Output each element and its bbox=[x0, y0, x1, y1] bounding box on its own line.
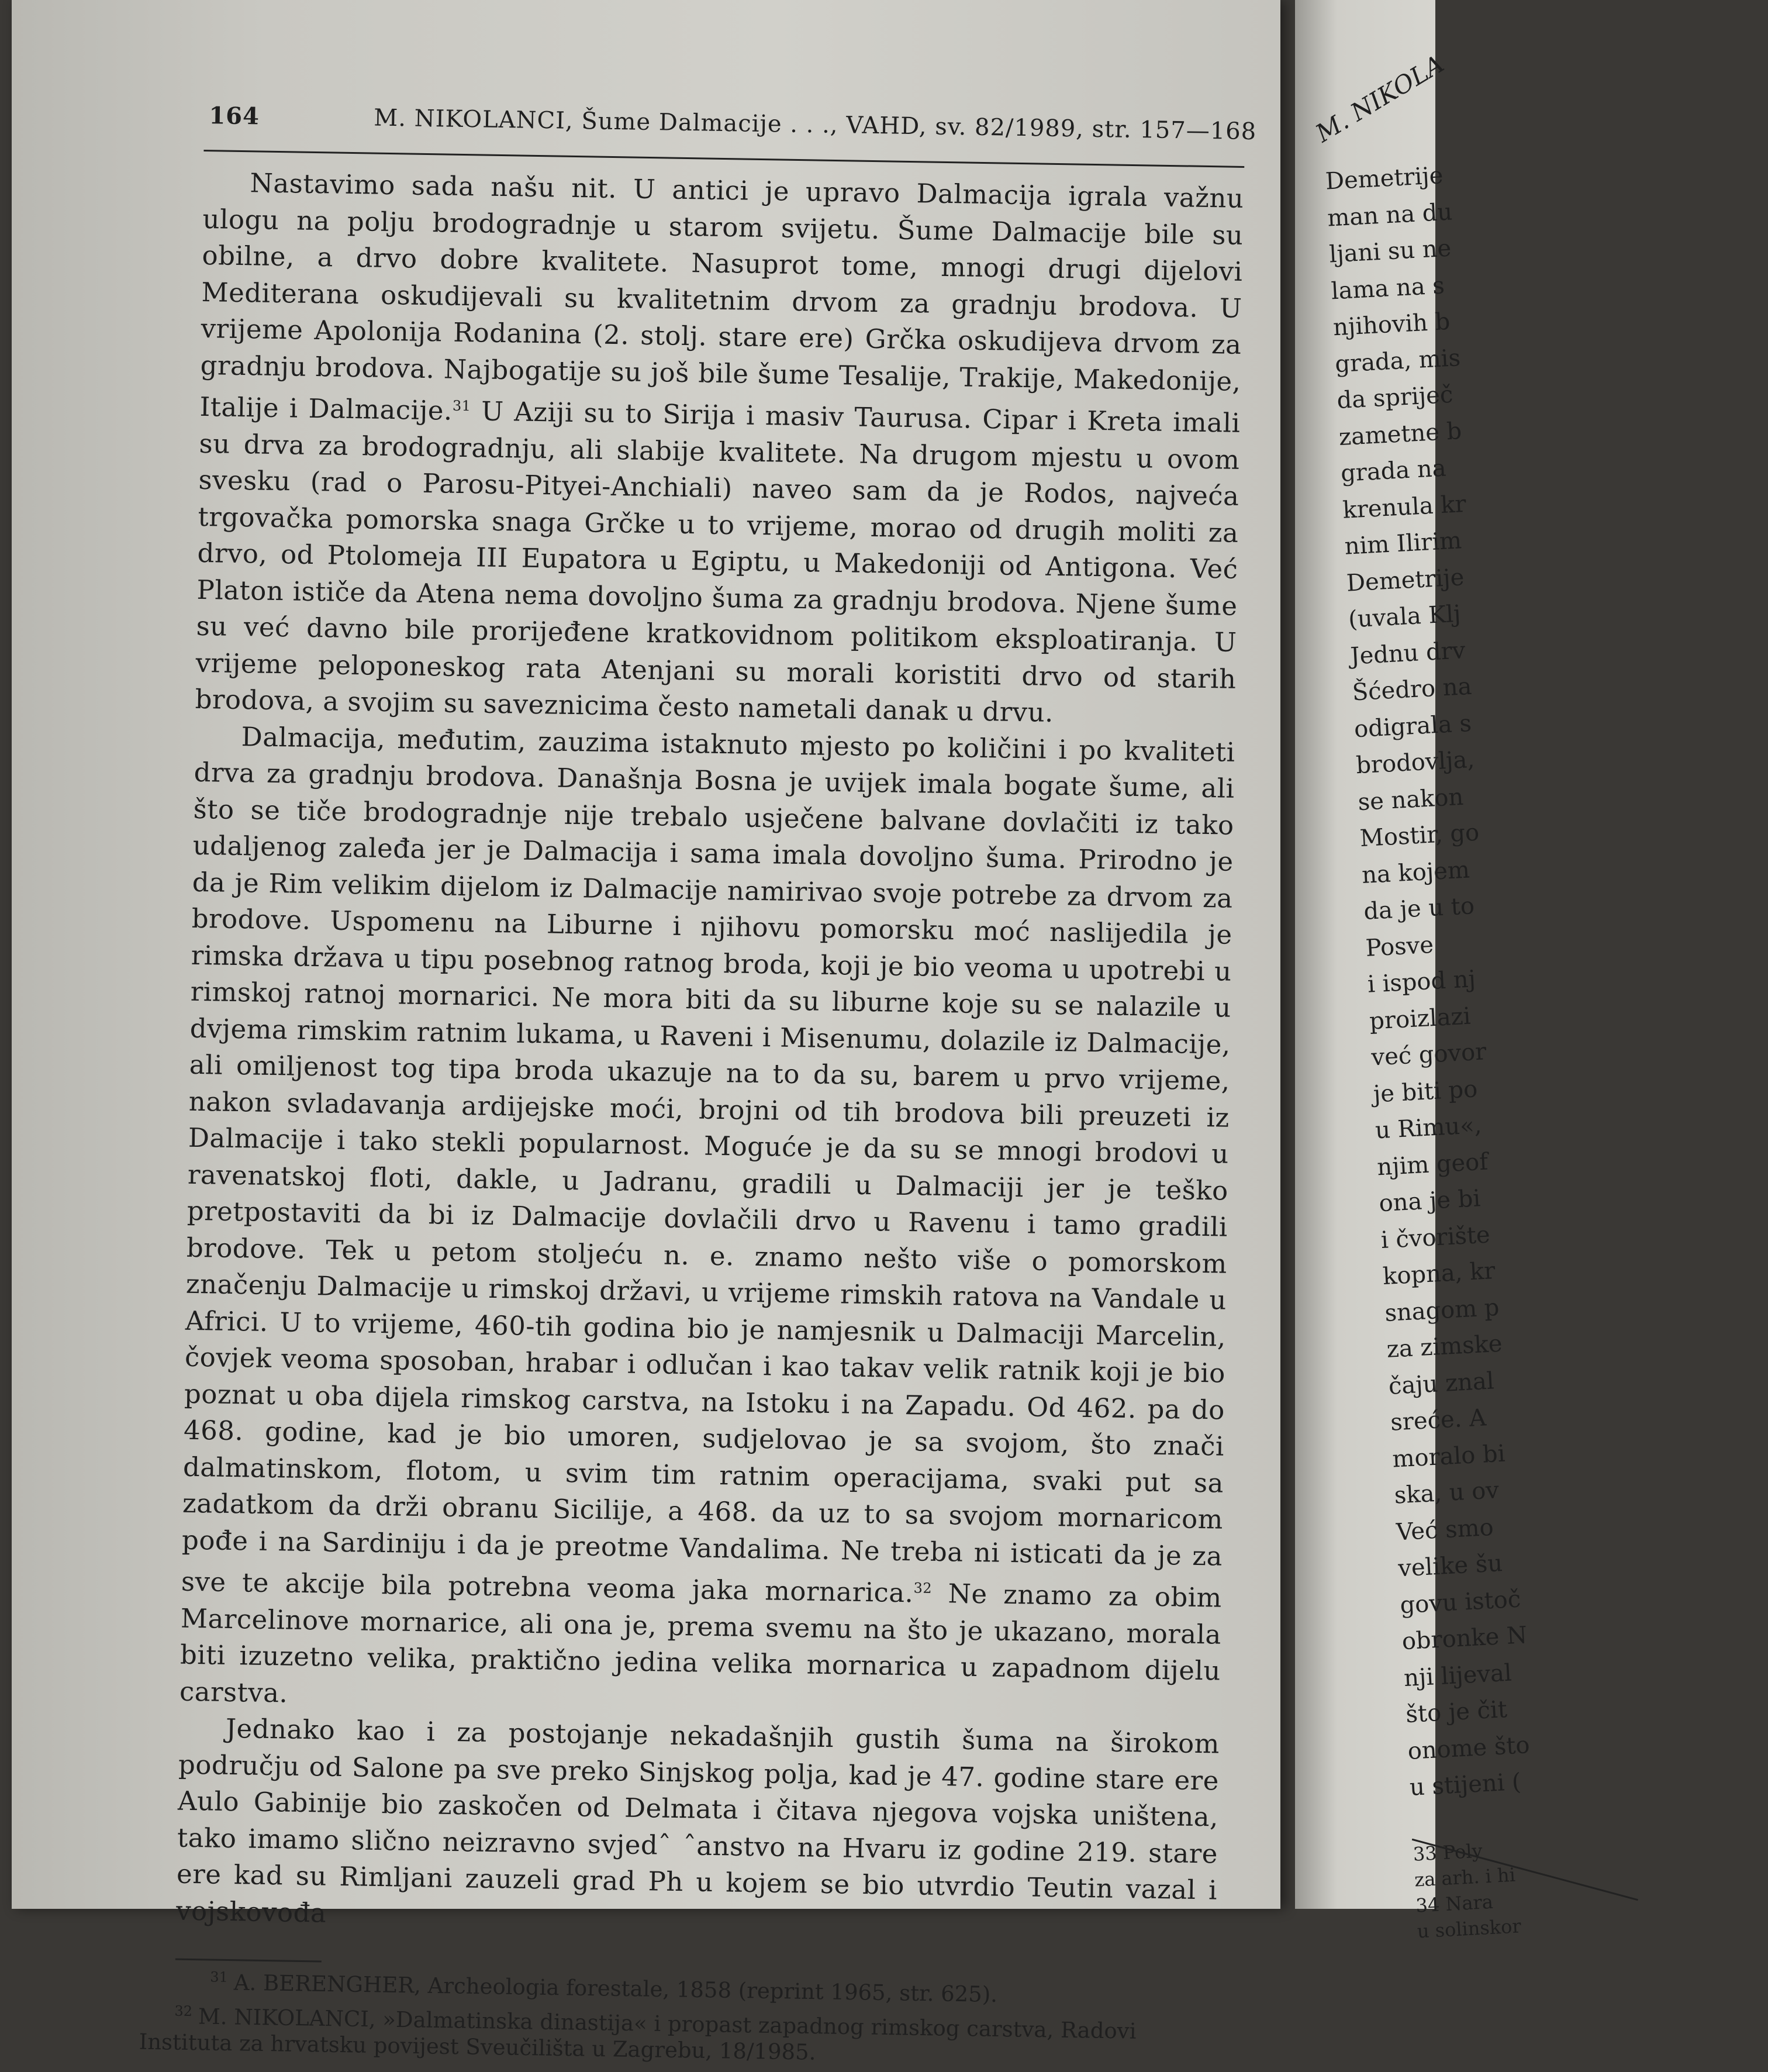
right-text-line: (uvala Klj bbox=[1348, 600, 1462, 633]
footnote-number: 32 bbox=[174, 2002, 193, 2020]
right-text-line: za zimske bbox=[1386, 1330, 1503, 1363]
right-text-line: man na du bbox=[1327, 198, 1453, 232]
right-text-line: nim Ilirim bbox=[1344, 527, 1463, 560]
right-text-line: snagom p bbox=[1384, 1294, 1500, 1327]
footnote-number: 31 bbox=[210, 1968, 229, 1986]
right-text-line: Demetrije bbox=[1345, 563, 1465, 597]
right-text-line: na kojem bbox=[1361, 856, 1470, 889]
right-text-line: proizlazi bbox=[1369, 1002, 1472, 1035]
right-text-line: krenula kr bbox=[1342, 490, 1467, 524]
left-page bbox=[12, 0, 1280, 2065]
right-text-line: njim geof bbox=[1376, 1147, 1489, 1181]
right-text-line: Mostir, go bbox=[1359, 819, 1480, 853]
right-text-line: sreće. A bbox=[1390, 1404, 1487, 1436]
right-text-line: i čvorište bbox=[1380, 1221, 1491, 1254]
right-text-line: u stijeni ( bbox=[1408, 1768, 1522, 1801]
right-text-line: Šćedro na bbox=[1351, 673, 1473, 706]
body-paragraph bbox=[179, 718, 1235, 1726]
right-text-line: ljani su ne bbox=[1328, 235, 1452, 268]
footnote-divider bbox=[175, 1959, 322, 1963]
right-text-line: ska, u ov bbox=[1393, 1477, 1500, 1509]
right-text-line: Već smo bbox=[1395, 1514, 1494, 1546]
right-text-line: lama na s bbox=[1330, 271, 1445, 305]
right-text-line: se nakon bbox=[1357, 783, 1465, 816]
right-text-line: onome što bbox=[1407, 1731, 1531, 1765]
right-text-lines bbox=[1324, 151, 1651, 1943]
right-footnote: u solinskor bbox=[1416, 1914, 1522, 1943]
running-head: M. NIKOLANCI, Šume Dalmacije . . ., VAHD, sv. 82/1989, str. 157—168 bbox=[374, 104, 1257, 146]
body-paragraph: Jednako kao i za postojanje nekadašnjih gustih šuma na širokom području od Salone pa sve preko Sinjskog polja, kad je 47. godine stare ere Aulo Gabinije bio zaskočen od Delmata i čitava njegova vojska uništena, tako imamo slično neizravno svjedˆ ˆanstvo na Hvaru iz godine 219. stare ere kad su Rimljani zauzeli grad Ph u kojem se bio utvrdio Teutin vazal i vojskovođa bbox=[175, 1712, 1220, 1929]
footnote-text: M. NIKOLANCI, »Dalmatinska dinastija« i propast zapadnog rimskog carstva, Radovi Instituta za hrvatsku povijest Sveučilišta u Zagrebu, 18/1985. bbox=[139, 2004, 1137, 2065]
right-text-line: moralo bi bbox=[1391, 1440, 1506, 1473]
right-text-line: je biti po bbox=[1372, 1075, 1479, 1108]
paragraph-text: Ne znamo za obim Marcelinove mornarice, ali ona je, prema svemu na što je ukazano, morala biti izuzetno velika, praktično jedina velika mornarica u zapadnom dijelu carstva. bbox=[179, 1577, 1223, 1709]
right-footnote: 34 Nara bbox=[1415, 1890, 1494, 1917]
page-number: 164 bbox=[209, 102, 260, 130]
right-text-line: Jednu drv bbox=[1349, 636, 1466, 670]
right-text-line: kopna, kr bbox=[1382, 1257, 1496, 1291]
right-text-line: obronke N bbox=[1401, 1622, 1528, 1656]
footnote-text: A. BERENGHER, Archeologia forestale, 1858 (reprint 1965, str. 625). bbox=[233, 1970, 998, 2008]
right-footnote: za arh. i hi bbox=[1414, 1863, 1516, 1891]
right-page bbox=[1295, 0, 1531, 1943]
right-running-head: M. NIKOLA bbox=[1310, 49, 1449, 148]
right-text-line: što je čit bbox=[1405, 1696, 1508, 1729]
right-text-line: čaju znal bbox=[1387, 1367, 1495, 1400]
right-text-line: odigrala s bbox=[1353, 709, 1473, 743]
right-text-line: grada, mis bbox=[1334, 344, 1462, 378]
right-text-line: da spriječ bbox=[1336, 381, 1454, 415]
page-header bbox=[203, 94, 1257, 168]
right-text-line: brodovlja, bbox=[1355, 746, 1476, 780]
right-page-content bbox=[1310, 29, 1669, 1943]
right-text-line: grada na bbox=[1340, 454, 1447, 487]
footnote-ref: 32 bbox=[913, 1580, 933, 1597]
right-text-line: govu istoč bbox=[1399, 1585, 1522, 1619]
footnote bbox=[139, 1998, 1215, 2071]
right-text-line: da je u to bbox=[1363, 892, 1476, 925]
right-text-line: Posve bbox=[1365, 931, 1434, 962]
paragraph-text: U Aziji su to Sirija i masiv Taurusa. Cipar i Kreta imali su drva za brodogradnju, ali slabije kvalitete. Na drugom mjestu u ovom svesku (rad o Parosu-Pityei-Anchiali) naveo sam da je Rodos, najveća trgovačka pomorska snaga Grčke u to vrijeme, morao od drugih moliti za drvo, od Ptolomeja III Eupatora u Egiptu, u Makedoniji od Antigona. Već Platon ističe da Atena nema dovoljno šuma za gradnju brodova. Njene šume su već davno bile prorijeđene kratkovidnom politikom eksploatiranja. U vrijeme peloponeskog rata Atenjani su morali koristiti drvo od starih brodova, a svojim su saveznicima često nametali danak u drvu. bbox=[195, 395, 1241, 728]
right-text-line: nji lijeval bbox=[1403, 1659, 1513, 1692]
right-text-line: velike šu bbox=[1397, 1550, 1504, 1583]
right-text-line: zametne b bbox=[1338, 417, 1463, 451]
footnote-ref: 31 bbox=[452, 397, 471, 415]
body-paragraph bbox=[195, 164, 1244, 734]
right-text-line: ona je bi bbox=[1378, 1185, 1482, 1218]
right-text-line: u Rimu«, bbox=[1374, 1111, 1483, 1144]
right-footnote: 33 Poly bbox=[1412, 1839, 1483, 1866]
paragraph-text: Nastavimo sada našu nit. U antici je upravo Dalmacija igrala važnu ulogu na polju brodogradnje u starom svijetu. Šume Dalmacije bile su obilne, a drvo dobre kvalitete. Nasuprot tome, mnogi drugi dijelovi Mediterana oskudijevali su kvalitetnim drvom za gradnju brodova. U vrijeme Apolonija Rodanina (2. stolj. stare ere) Grčka oskudijeva drvom za gradnju brodova. Najbogatije su još bile šume Tesalije, Trakije, Makedonije, Italije i Dalmacije. bbox=[199, 167, 1244, 426]
page-content bbox=[139, 94, 1257, 2071]
paragraph-text: Dalmacija, međutim, zauzima istaknuto mjesto po količini i po kvaliteti drva za gradnju brodova. Današnja Bosna je uvijek imala bogate šume, ali što se tiče brodogradnje nije trebalo usječene balvane dovlačiti iz tako udaljenog zaleđa jer je Dalmacija i sama imala dovoljno šuma. Prirodno je da je Rim velikim dijelom iz Dalmacije namirivao svoje potrebe za drvom za brodove. Uspomenu na Liburne i njihovu pomorsku moć naslijedila je rimska država u tipu posebnog ratnog broda, koji je bio veoma u upotrebi u rimskoj ratnoj mornarici. Ne mora biti da su liburne koje su se nalazile u dvjema rimskim ratnim lukama, u Raveni i Misenumu, dolazile iz Dalmacije, ali omiljenost tog tipa broda ukazuje na to da su, barem u prvo vrijeme, nakon svladavanja ardijejske moći, brojni od tih brodova bili preuzeti iz Dalmacije i tako stekli popularnost. Moguće je da su se mnogi brodovi u ravenatskoj floti, dakle, u Jadranu, gradili u Dalmaciji jer je teško pretpostaviti da bi iz Dalmacije dovlačili drvo u Ravenu i tamo gradili brodove. Tek u petom stoljeću n. e. znamo nešto više o pomorskom značenju Dalmacije u rimskoj državi, u vrijeme rimskih ratova na Vandale u Africi. U to vrijeme, 460-tih godina bio je namjesnik u Dalmaciji Marcelin, čovjek veoma sposoban, hrabar i odlučan i kao takav velik ratnik koji je bio poznat u oba dijela rimskog carstva, na Istoku i na Zapadu. Od 462. pa do 468. godine, kad je bio umoren, sudjelovao je sa svojom, što znači dalmatinskom, flotom, u svim tim ratnim operacijama, svaki put sa zadatkom da drži obranu Sicilije, a 468. da uz to sa svojom mornaricom pođe i na Sardiniju i da je preotme Vandalima. Ne treba ni isticati da je za sve te akcije bila potrebna veoma jaka mornarica. bbox=[181, 720, 1235, 1609]
right-text-line: već govor bbox=[1370, 1038, 1487, 1071]
right-text-line: njihovih b bbox=[1332, 308, 1451, 342]
right-text-line: Demetrije bbox=[1324, 162, 1444, 195]
right-text-line: i ispod nj bbox=[1366, 966, 1477, 998]
